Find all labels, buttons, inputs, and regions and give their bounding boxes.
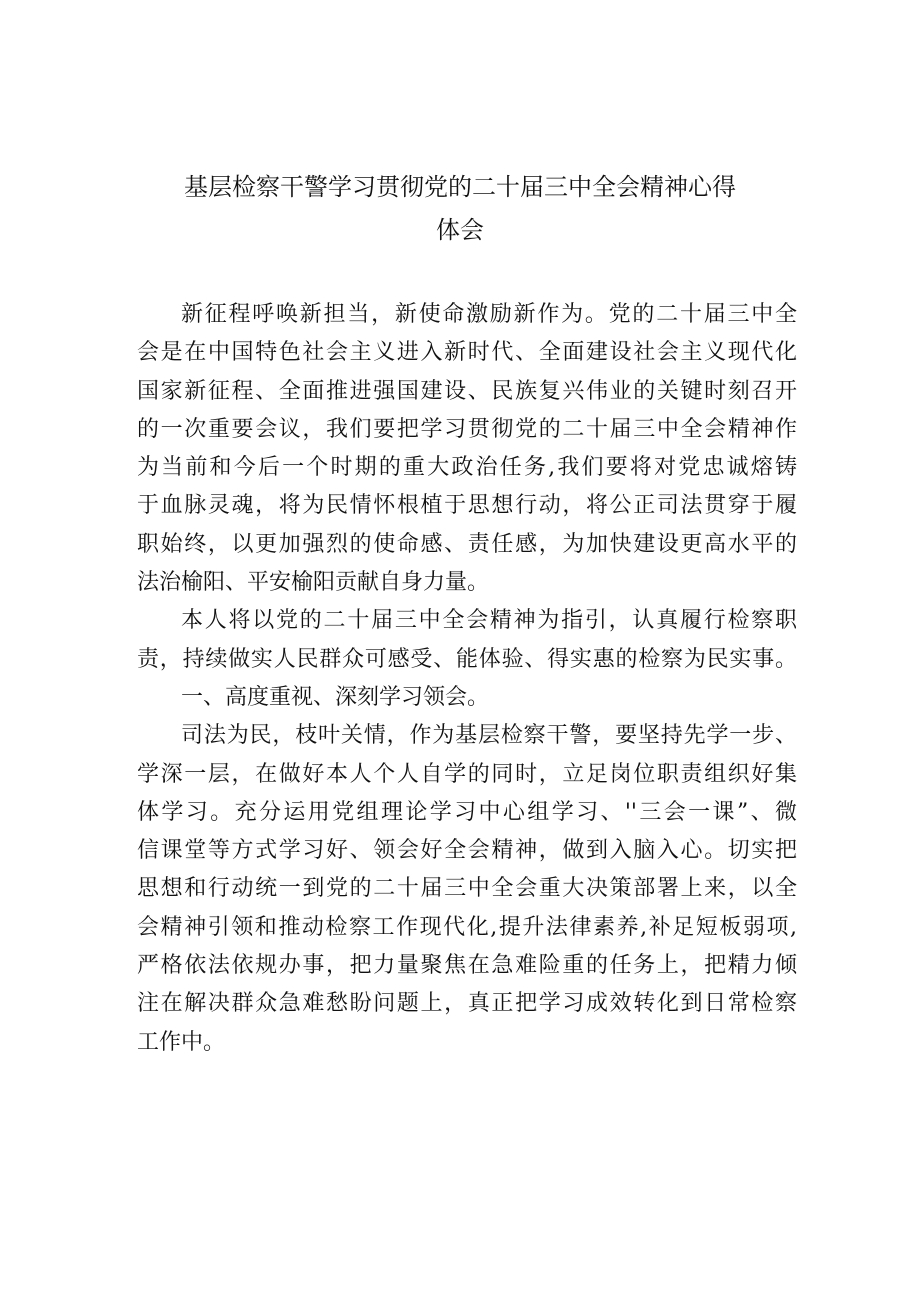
paragraph-1-line-3: 国家新征程、全面推进强国建设、民族复兴伟业的关键时刻召开	[137, 378, 797, 404]
paragraph-3-line-2: 学深一层，在做好本人个人自学的同时，立足岗位职责组织好集	[137, 761, 797, 787]
paragraph-1-line-1: 新征程呼唤新担当，新使命激励新作为。党的二十届三中全	[181, 302, 797, 327]
paragraph-1-line-4: 的一次重要会议，我们要把学习贯彻党的二十届三中全会精神作	[137, 416, 797, 442]
paragraph-1-line-2: 会是在中国特色社会主义进入新时代、全面建设社会主义现代化	[137, 340, 797, 366]
title-line-1: 基层检察干警学习贯彻党的二十届三中全会精神心得	[184, 173, 736, 201]
paragraph-3-line-7: 严格依法依规办事，把力量聚焦在急难险重的任务上，把精力倾	[137, 953, 797, 979]
paragraph-3-line-5: 思想和行动统一到党的二十届三中全会重大决策部署上来，以全	[137, 876, 797, 902]
paragraph-1-line-5: 为当前和今后一个时期的重大政治任务,我们要将对党忠诚熔铸	[137, 455, 797, 481]
paragraph-1-line-6: 于血脉灵魂，将为民情怀根植于思想行动，将公正司法贯穿于履	[137, 493, 797, 519]
paragraph-2-line-1: 本人将以党的二十届三中全会精神为指引，认真履行检察职	[181, 608, 797, 634]
paragraph-3-line-9: 工作中。	[137, 1029, 226, 1055]
paragraph-3-line-3: 体学习。充分运用党组理论学习中心组学习、''三会一课”、微	[137, 799, 797, 825]
paragraph-1-line-7: 职始终，以更加强烈的使命感、责任感，为加快建设更高水平的	[137, 531, 797, 557]
paragraph-3-line-6: 会精神引领和推动检察工作现代化,提升法律素养,补足短板弱项,	[137, 914, 797, 940]
document-body	[137, 296, 797, 1062]
title-line-2: 体会	[436, 216, 484, 244]
section-heading-1: 一、高度重视、深刻学习领会。	[181, 684, 490, 710]
paragraph-2-line-2: 责，持续做实人民群众可感受、能体验、得实惠的检察为民实事。	[137, 646, 797, 672]
document-title	[0, 166, 920, 252]
paragraph-3-line-8: 注在解决群众急难愁盼问题上，真正把学习成效转化到日常检察	[137, 991, 797, 1017]
paragraph-3-line-4: 信课堂等方式学习好、领会好全会精神，做到入脑入心。切实把	[137, 838, 797, 864]
paragraph-3-line-1: 司法为民，枝叶关情，作为基层检察干警，要坚持先学一步、	[181, 723, 797, 749]
paragraph-1-line-8: 法治榆阳、平安榆阳贡献自身力量。	[137, 570, 490, 596]
